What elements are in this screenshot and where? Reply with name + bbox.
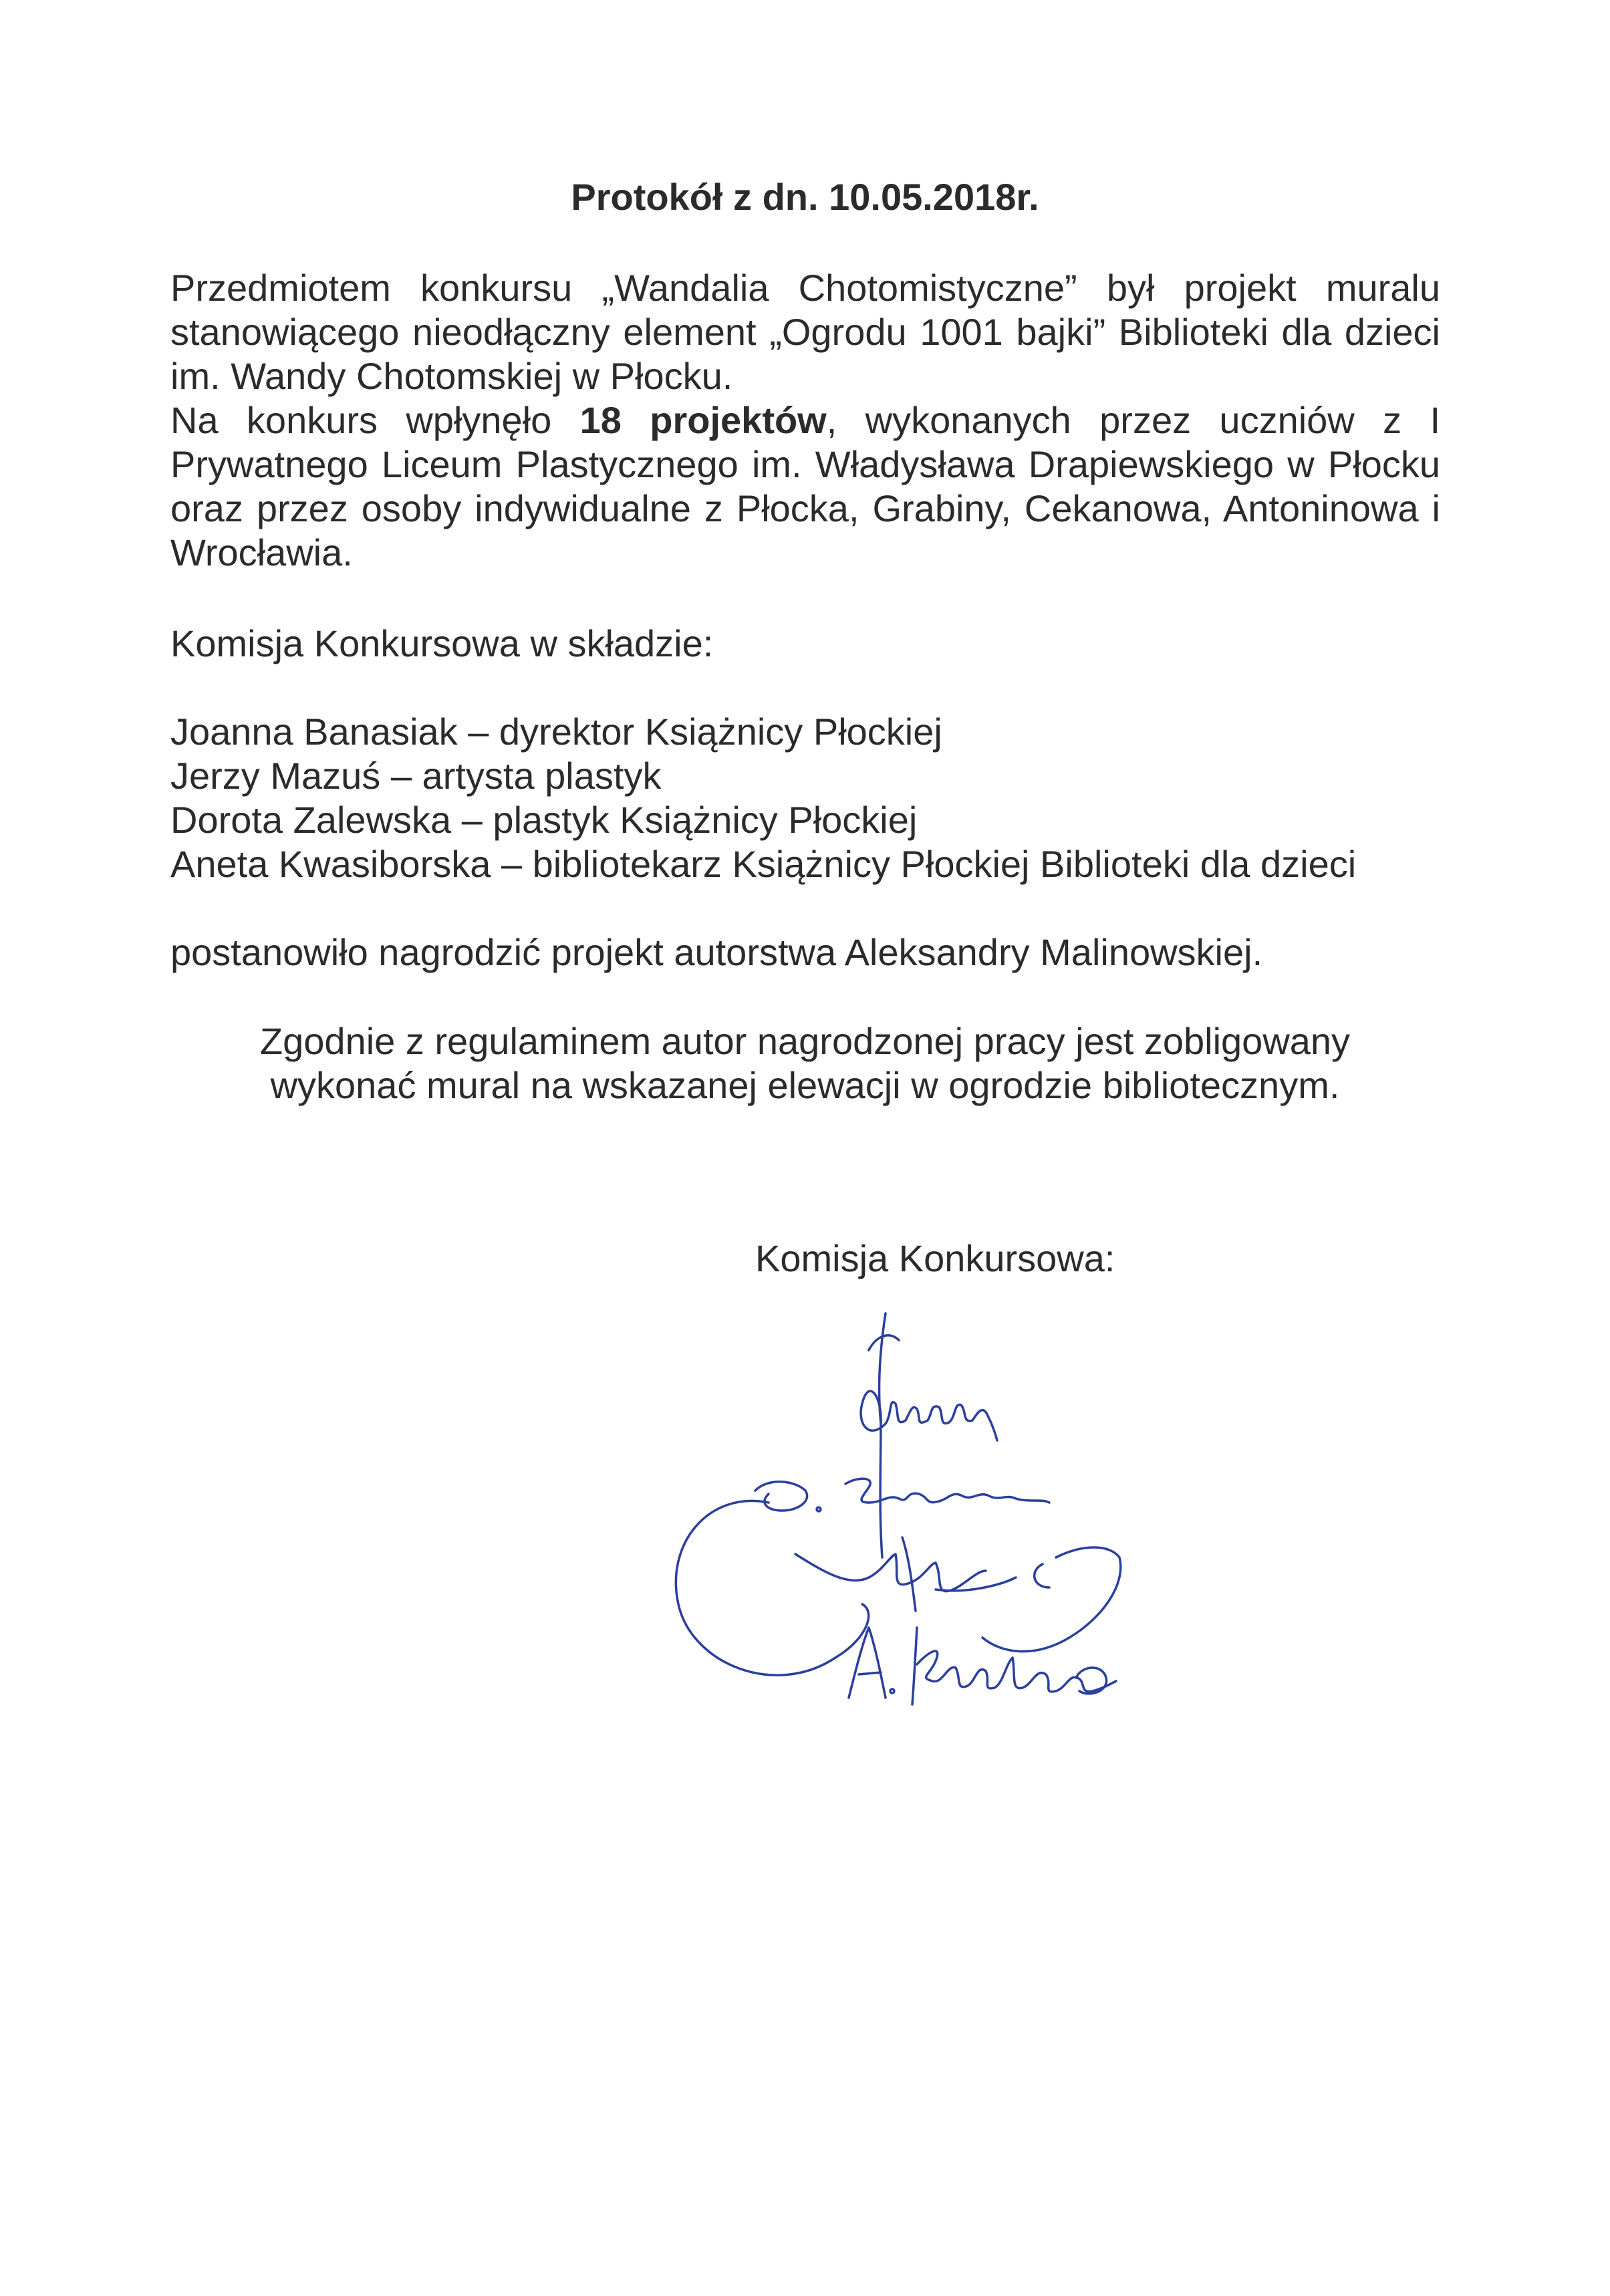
submissions-text-end: , wykonanych przez uczniów z I Prywatnego Liceum Plastycznego im. Władysława Drapiewskiego w Płocku oraz przez osoby indywidualne z Płocka, Grabiny, Cekanowa, Antoninowa i Wrocławia. bbox=[170, 399, 1441, 573]
paragraph-submissions bbox=[170, 398, 1440, 575]
regulation-line: wykonać mural na wskazanej elewacji w ogrodzie bibliotecznym. bbox=[270, 1064, 1340, 1106]
committee-signatures bbox=[668, 1290, 1203, 1725]
decision-text: postanowiło nagrodzić projekt autorstwa Aleksandry Malinowskiej. bbox=[170, 931, 1263, 973]
signature-mazus bbox=[795, 1537, 1121, 1652]
committee-intro: Komisja Konkursowa w składzie: bbox=[170, 622, 714, 664]
signature-heading: Komisja Konkursowa: bbox=[755, 1237, 1115, 1279]
regulation-line: Zgodnie z regulaminem autor nagrodzonej pracy jest zobligowany bbox=[259, 1020, 1351, 1062]
committee-member: Dorota Zalewska – plastyk Książnicy Płockiej bbox=[170, 799, 918, 841]
submissions-text-start: Na konkurs wpłynęło bbox=[170, 399, 580, 441]
paragraph-contest-subject: Przedmiotem konkursu „Wandalia Chotomistyczne” był projekt muralu stanowiącego nieodłączny element „Ogrodu 1001 bajki” Biblioteki dla dzieci im. Wandy Chotomskiej w Płocku. bbox=[170, 267, 1440, 397]
document-title: Protokół z dn. 10.05.2018r. bbox=[571, 176, 1039, 218]
signature-banasiak bbox=[861, 1313, 997, 1557]
committee-member: Joanna Banasiak – dyrektor Książnicy Płockiej bbox=[170, 711, 942, 753]
committee-member: Aneta Kwasiborska – bibliotekarz Książnicy Płockiej Biblioteki dla dzieci bbox=[170, 843, 1357, 885]
submissions-count: 18 projektów bbox=[579, 399, 827, 441]
committee-member: Jerzy Mazuś – artysta plastyk bbox=[170, 755, 662, 797]
